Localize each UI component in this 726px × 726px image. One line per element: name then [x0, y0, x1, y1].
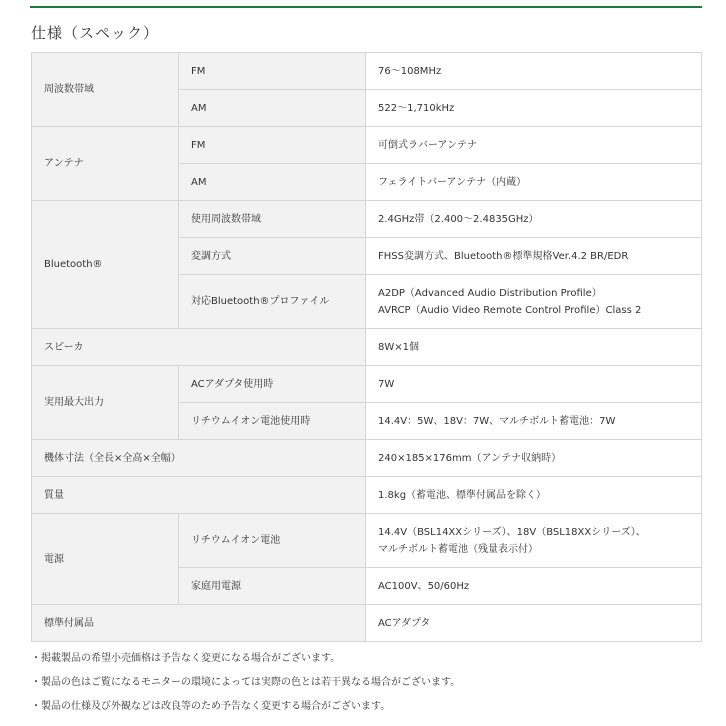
value-power-household: AC100V、50/60Hz — [366, 568, 702, 605]
value-mass: 1.8kg（蓄電池、標準付属品を除く） — [366, 477, 702, 514]
row-header-power: 電源 — [32, 514, 179, 605]
value-freq-am: 522～1,710kHz — [366, 90, 702, 127]
note-item: ・掲載製品の希望小売価格は予告なく変更になる場合がございます。 — [31, 653, 341, 664]
value-antenna-am: フェライトバーアンテナ（内蔵） — [366, 164, 702, 201]
row-header-speaker: スピーカ — [32, 329, 366, 366]
row-header-freq-band: 周波数帯域 — [32, 53, 179, 127]
sub-header-power-battery: リチウムイオン電池 — [179, 514, 366, 568]
value-antenna-fm: 可倒式ラバーアンテナ — [366, 127, 702, 164]
table-row — [32, 201, 702, 238]
value-bt-profile-line1: A2DP（Advanced Audio Distribution Profile） — [378, 287, 602, 299]
row-header-bluetooth: Bluetooth® — [32, 201, 179, 329]
table-row — [32, 605, 702, 642]
row-header-accessories: 標準付属品 — [32, 605, 366, 642]
sub-header-fm: FM — [179, 53, 366, 90]
row-header-dimensions: 機体寸法（全長×全高×全幅） — [32, 440, 366, 477]
spec-table — [31, 52, 702, 642]
row-header-antenna: アンテナ — [32, 127, 179, 201]
sub-header-bt-modulation: 変調方式 — [179, 238, 366, 275]
sub-header-ac: ACアダプタ使用時 — [179, 366, 366, 403]
value-power-battery-line1: 14.4V（BSL14XXシリーズ）、18V（BSL18XXシリーズ）、 — [378, 526, 646, 538]
table-row — [32, 329, 702, 366]
value-output-ac: 7W — [366, 366, 702, 403]
notes-list — [31, 652, 460, 724]
value-bt-profile-line2: AVRCP（Audio Video Remote Control Profile）Class 2 — [378, 304, 642, 316]
sub-header-am: AM — [179, 90, 366, 127]
value-dimensions: 240×185×176mm（アンテナ収納時） — [366, 440, 702, 477]
sub-header-battery: リチウムイオン電池使用時 — [179, 403, 366, 440]
sub-header-am: AM — [179, 164, 366, 201]
page-title: 仕様（スペック） — [31, 24, 160, 42]
value-bt-modulation: FHSS変調方式、Bluetooth®標準規格Ver.4.2 BR/EDR — [366, 238, 702, 275]
value-accessories: ACアダプタ — [366, 605, 702, 642]
table-row — [32, 440, 702, 477]
top-divider — [30, 6, 702, 8]
table-row — [32, 366, 702, 403]
row-header-max-output: 実用最大出力 — [32, 366, 179, 440]
table-row — [32, 53, 702, 90]
table-row — [32, 514, 702, 568]
sub-header-bt-profile: 対応Bluetooth®プロファイル — [179, 275, 366, 329]
table-row — [32, 127, 702, 164]
table-row — [32, 477, 702, 514]
note-item: ・製品の色はご覧になるモニターの環境によっては実際の色とは若干異なる場合がございます。 — [31, 677, 461, 688]
sub-header-bt-freq: 使用周波数帯域 — [179, 201, 366, 238]
value-bt-freq: 2.4GHz帯（2.400～2.4835GHz） — [366, 201, 702, 238]
value-output-battery: 14.4V：5W、18V：7W、マルチボルト蓄電池：7W — [366, 403, 702, 440]
value-freq-fm: 76～108MHz — [366, 53, 702, 90]
row-header-mass: 質量 — [32, 477, 366, 514]
value-power-battery-line2: マルチボルト蓄電池（残量表示付） — [378, 543, 538, 555]
sub-header-fm: FM — [179, 127, 366, 164]
note-item: ・製品の仕様及び外観などは改良等のため予告なく変更する場合がございます。 — [31, 701, 391, 712]
sub-header-household: 家庭用電源 — [179, 568, 366, 605]
value-speaker: 8W×1個 — [366, 329, 702, 366]
value-power-battery — [366, 514, 702, 568]
value-bt-profile — [366, 275, 702, 329]
